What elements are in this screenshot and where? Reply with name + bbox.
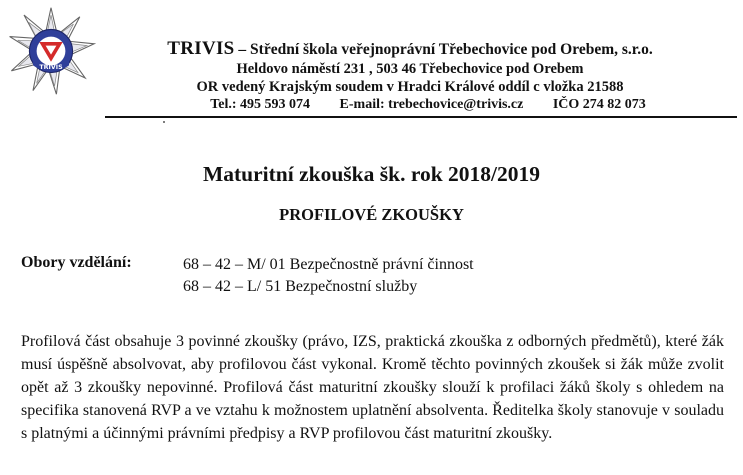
school-contact	[110, 96, 710, 114]
school-registry: OR vedený Krajským soudem v Hradci Králové oddíl c vložka 21588	[196, 79, 624, 95]
email: E-mail: trebechovice@trivis.cz	[339, 97, 524, 112]
company-id: IČO 274 82 073	[552, 97, 646, 112]
document-title: Maturitní zkouška šk. rok 2018/2019	[202, 162, 541, 186]
field-item: 68 – 42 – M/ 01 Bezpečnostně právní činnost	[183, 256, 474, 273]
document-subtitle: PROFILOVÉ ZKOUŠKY	[279, 205, 464, 224]
phone: Tel.: 495 593 074	[210, 97, 311, 112]
field-item: 68 – 42 – L/ 51 Bezpečnostní služby	[183, 278, 418, 295]
scan-speck	[163, 121, 165, 123]
svg-text:TRIVIS: TRIVIS	[39, 64, 63, 72]
fields-list	[183, 254, 474, 298]
school-address: Heldovo náměstí 231 , 503 46 Třebechovice pod Orebem	[236, 61, 584, 77]
school-name-rest: – Střední škola veřejnoprávní Třebechovice pod Orebem, s.r.o.	[234, 41, 653, 58]
letterhead	[110, 38, 710, 114]
school-brand: TRIVIS	[167, 38, 235, 59]
description-paragraph: Profilová část obsahuje 3 povinné zkoušky (právo, IZS, praktická zkouška z odborných předmětů), které žák musí úspěšně absolvovat, aby profilovou část vykonal. Kromě těchto povinných zkoušek si žák může zvolit opět až 3 zkoušky nepovinné. Profilová část maturitní zkoušky slouží k profilaci žáků školy s ohledem na specifika stanovená RVP a ve vztahu k možnostem uplatnění absolventa. Ředitelka školy stanovuje v souladu s platnými a účinnými právními předpisy a RVP profilovou část maturitní zkoušky.	[21, 333, 724, 442]
fields-label: Obory vzdělání:	[21, 254, 132, 271]
star-emblem-icon	[6, 6, 96, 96]
header-divider	[105, 116, 737, 118]
school-name	[110, 38, 710, 60]
